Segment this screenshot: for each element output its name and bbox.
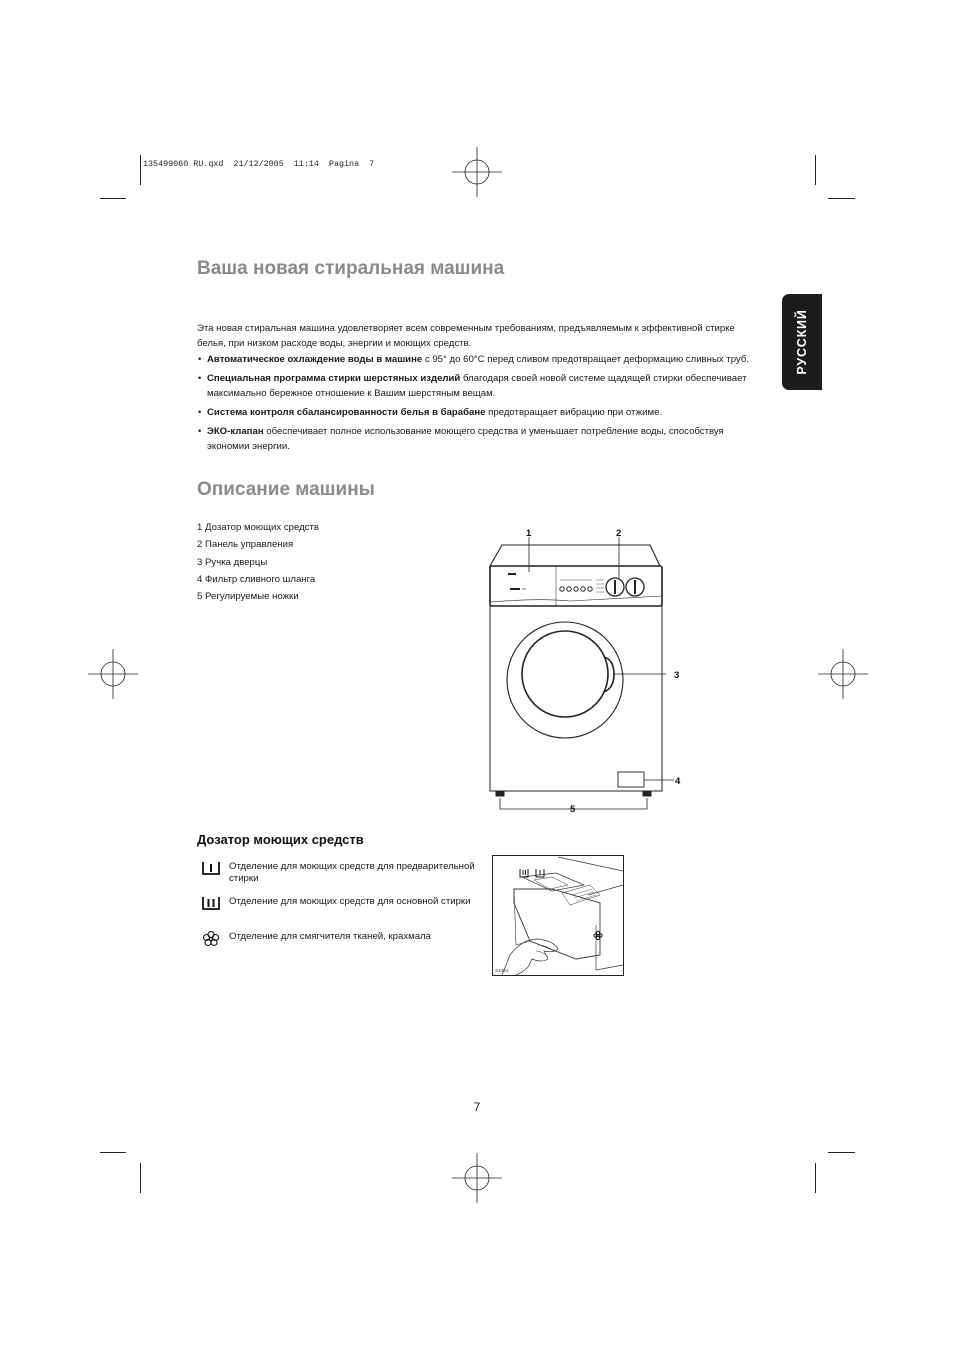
adjustable-foot xyxy=(643,791,651,796)
washing-machine-diagram xyxy=(480,522,695,818)
legend-item: 5 Регулируемые ножки xyxy=(197,591,299,603)
diagram-label-1: 1 xyxy=(526,528,532,539)
page-number: 7 xyxy=(473,1100,481,1114)
feature-item: • Автоматическое охлаждение воды в машине с 95° до 60°C перед сливом предотвращает деформацию сливных труб. xyxy=(198,354,749,365)
legend-item: 4 Фильтр сливного шланга xyxy=(197,573,316,585)
legend-item: 3 Ручка дверцы xyxy=(197,556,268,568)
language-tab xyxy=(782,294,822,390)
door-outer xyxy=(507,622,623,738)
crop-mark xyxy=(140,1163,141,1193)
print-header: 135499060 RU.qxd 21/12/2005 11:14 Pagina 7 xyxy=(143,159,375,169)
dispenser-illustration xyxy=(492,855,624,976)
dispenser-item: Отделение для моющих средств для основной стирки xyxy=(200,896,480,908)
adjustable-foot xyxy=(496,791,504,796)
legend-item: 1 Дозатор моющих средств xyxy=(197,522,319,533)
feature-item: • Система контроля сбалансированности белья в барабане предотвращает вибрацию при отжиме. xyxy=(198,407,663,418)
intro-paragraph: Эта новая стиральная машина удовлетворяет всем современным требованиям, предъявляемым к эффективной стирке белья, при низком расходе воды, энергии и моющих средств. xyxy=(197,323,735,349)
softener-flower-icon xyxy=(200,930,222,948)
crop-mark xyxy=(140,155,141,185)
legend-item: 2 Панель управления xyxy=(197,539,294,551)
diagram-label-5: 5 xyxy=(570,804,576,815)
image-code: S1084 xyxy=(495,968,509,973)
dispenser-item: Отделение для моющих средств для предварительной стирки xyxy=(200,861,480,884)
registration-mark xyxy=(818,649,868,699)
machine-cabinet xyxy=(490,606,662,791)
dispenser-item: Отделение для смягчителя тканей, крахмала xyxy=(200,931,480,943)
section-title-new-machine: Ваша новая стиральная машина xyxy=(197,258,505,279)
diagram-label-4: 4 xyxy=(675,776,681,787)
crop-mark xyxy=(100,1152,126,1153)
language-tab-label: РУССКИЙ xyxy=(795,309,809,375)
registration-mark xyxy=(452,147,502,197)
parts-legend xyxy=(197,519,319,605)
registration-mark xyxy=(452,1153,502,1203)
filter-cover xyxy=(618,772,644,787)
door-glass xyxy=(522,631,608,717)
feature-item: • ЭКО-клапан обеспечивает полное использование моющего средства и уменьшает потребление воды, способствуя экономии энергии. xyxy=(198,426,724,452)
diagram-label-3: 3 xyxy=(674,670,680,681)
svg-text:ᴄʏ: ᴄʏ xyxy=(522,586,527,591)
feature-list xyxy=(197,352,757,458)
crop-mark xyxy=(828,1152,855,1153)
crop-mark xyxy=(815,1163,816,1193)
registration-mark xyxy=(88,649,138,699)
control-panel xyxy=(490,566,662,606)
crop-mark xyxy=(100,198,126,199)
section-title-dispenser: Дозатор моющих средств xyxy=(197,832,364,847)
section-title-description: Описание машины xyxy=(197,479,375,500)
machine-top xyxy=(490,545,660,566)
prewash-compartment-icon xyxy=(200,860,222,878)
crop-mark xyxy=(815,155,816,185)
crop-mark xyxy=(828,198,855,199)
mainwash-compartment-icon xyxy=(200,895,222,913)
feature-item: • Специальная программа стирки шерстяных изделий благодаря своей новой системе щадящей стирки обеспечивает максимально бережное отношение к Вашим шерстяным вещам. xyxy=(198,373,747,399)
diagram-label-2: 2 xyxy=(616,528,622,539)
